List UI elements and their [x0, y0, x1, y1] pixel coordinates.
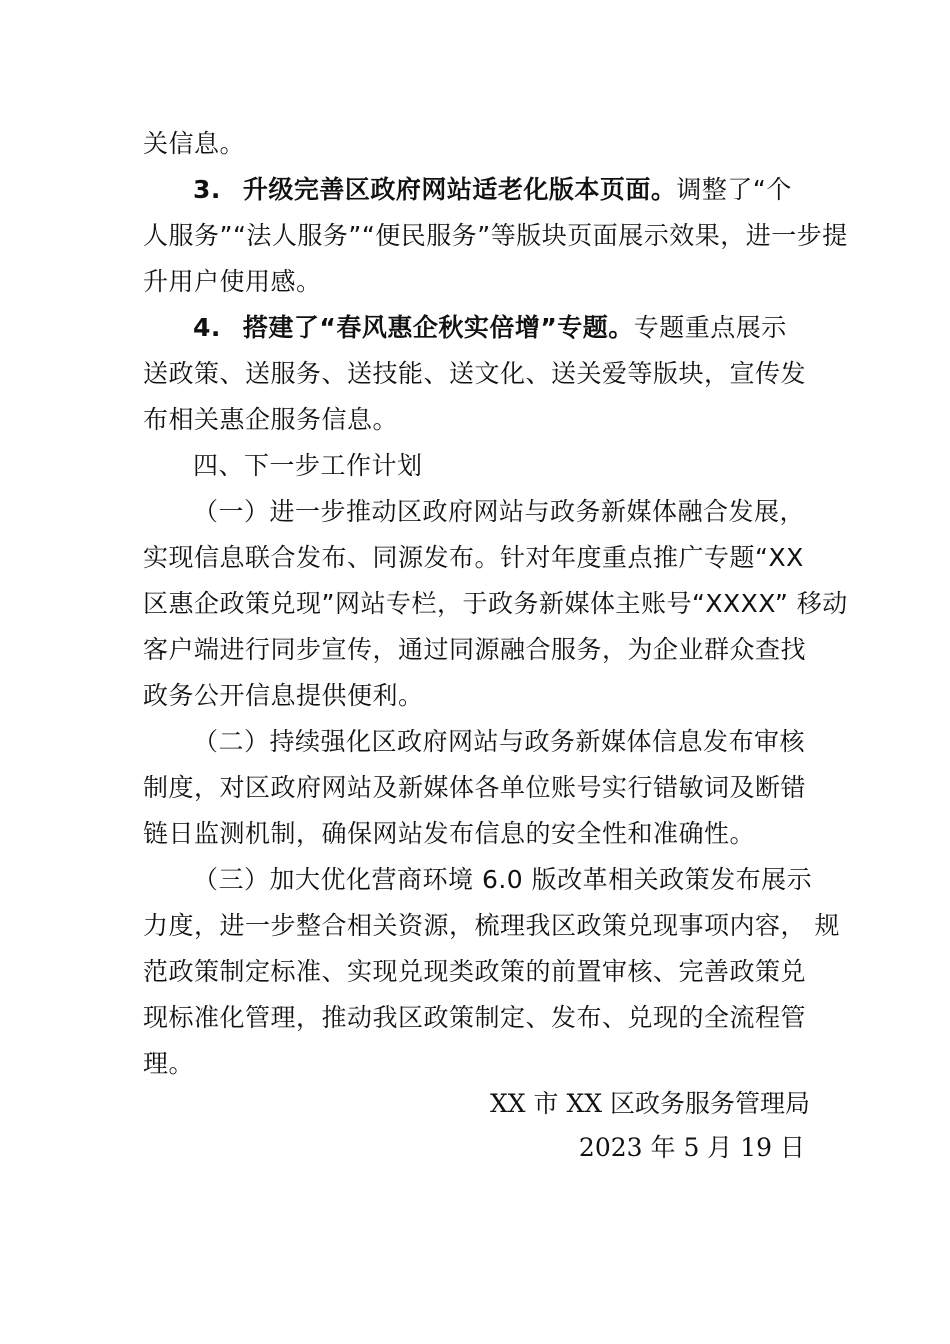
signature-org: XX 市 XX 区政务服务管理局 [489, 1089, 810, 1118]
text-line: 人服务”“法人服务”“便民服务”等版块页面展示效果，进一步提 [143, 221, 848, 250]
text-line: 制度，对区政府网站及新媒体各单位账号实行错敏词及断错 [143, 773, 807, 802]
text-line: 关信息。 [143, 129, 246, 158]
text-line: 范政策制定标准、实现兑现类政策的前置审核、完善政策兑 [143, 957, 807, 986]
text-line: 链日监测机制，确保网站发布信息的安全性和准确性。 [143, 819, 756, 848]
text-line: 理。 [143, 1049, 195, 1078]
text-line: 现标准化管理，推动我区政策制定、发布、兑现的全流程管 [143, 1003, 807, 1032]
item-4-heading: 搭建了“春风惠企秋实倍增”专题。 [242, 313, 634, 342]
text-line: 送政策、送服务、送技能、送文化、送关爱等版块，宣传发 [143, 359, 807, 388]
item-3-heading: 升级完善区政府网站适老化版本页面。 [242, 175, 677, 204]
text-line: 区惠企政策兑现”网站专栏，于政务新媒体主账号“XXXX” 移动 [143, 589, 848, 618]
text-line: 政务公开信息提供便利。 [143, 681, 424, 710]
text-line: （二）持续强化区政府网站与政务新媒体信息发布审核 [193, 727, 806, 756]
item-3-number: 3. [193, 175, 221, 204]
text-line: 布相关惠企服务信息。 [143, 405, 399, 434]
text-line: 力度，进一步整合相关资源，梳理我区政策兑现事项内容， 规 [143, 911, 840, 940]
text-line: 客户端进行同步宣传，通过同源融合服务，为企业群众查找 [143, 635, 807, 664]
item-4-number: 4. [193, 313, 221, 342]
signature-date: 2023 年 5 月 19 日 [578, 1133, 805, 1162]
text-line: （一）进一步推动区政府网站与政务新媒体融合发展， [193, 497, 806, 526]
section-heading: 四、下一步工作计划 [193, 451, 423, 480]
item-3-line [193, 170, 815, 210]
item-3-text: 调整了“个 [676, 175, 792, 204]
item-4-line [193, 308, 815, 348]
text-line: 实现信息联合发布、同源发布。针对年度重点推广专题“XX [143, 543, 804, 572]
item-4-text: 专题重点展示 [633, 313, 787, 342]
text-line: 升用户使用感。 [143, 267, 322, 296]
text-line: （三）加大优化营商环境 6.0 版改革相关政策发布展示 [193, 865, 813, 894]
